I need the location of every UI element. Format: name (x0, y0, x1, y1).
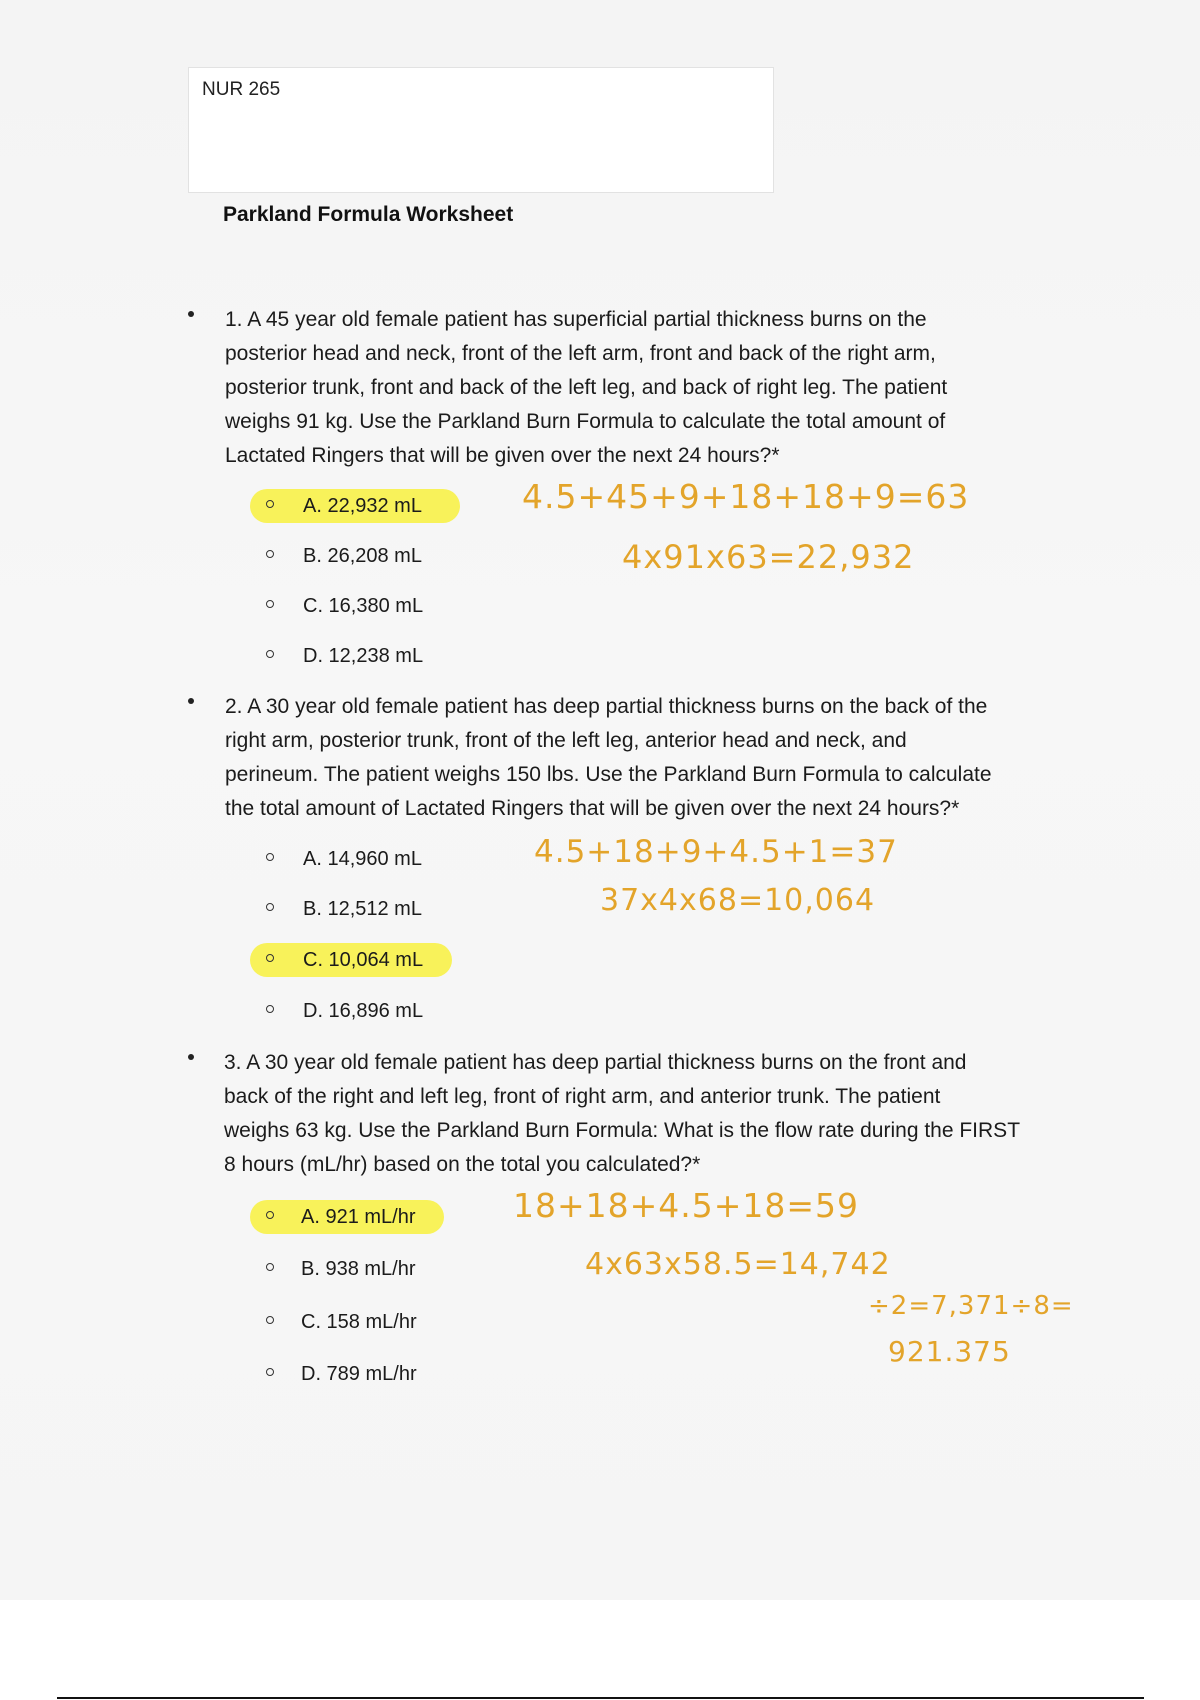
radio-circle-icon (266, 500, 274, 508)
handwritten-work: 4.5+45+9+18+18+9=63 (522, 477, 970, 516)
radio-circle-icon (266, 853, 274, 861)
handwritten-work: 921.375 (888, 1335, 1011, 1368)
option-label: B. 26,208 mL (303, 545, 422, 567)
option-q3-d[interactable] (250, 1357, 460, 1391)
question-line: 3. A 30 year old female patient has deep partial thickness burns on the front and (224, 1051, 967, 1074)
bullet-icon (188, 311, 194, 317)
question-line: right arm, posterior trunk, front of the left leg, anterior head and neck, and (225, 729, 907, 752)
question-line: back of the right and left leg, front of right arm, and anterior trunk. The patient (224, 1085, 941, 1108)
bullet-icon (188, 698, 194, 704)
page-bottom-margin (0, 1600, 1200, 1700)
question-line: weighs 63 kg. Use the Parkland Burn Formula: What is the flow rate during the FIRST (224, 1119, 1021, 1142)
radio-circle-icon (266, 650, 274, 658)
question-line: 2. A 30 year old female patient has deep partial thickness burns on the back of the (225, 695, 988, 718)
handwritten-work: 4x63x58.5=14,742 (585, 1247, 891, 1282)
question-line: posterior trunk, front and back of the left leg, and back of right leg. The patient (225, 376, 948, 399)
option-label: B. 938 mL/hr (301, 1258, 416, 1280)
question-3-text (224, 1046, 1020, 1182)
question-1-text (225, 303, 947, 473)
option-q2-a[interactable] (250, 842, 460, 876)
option-q2-c[interactable] (250, 943, 452, 977)
option-q3-c[interactable] (250, 1305, 460, 1339)
radio-circle-icon (266, 1005, 274, 1013)
handwritten-work: ÷2=7,371÷8= (868, 1291, 1074, 1321)
bullet-icon (188, 1054, 194, 1060)
question-2 (188, 690, 1088, 826)
option-label: A. 22,932 mL (303, 495, 422, 517)
question-line: posterior head and neck, front of the left arm, front and back of the right arm, (225, 342, 936, 365)
radio-circle-icon (266, 550, 274, 558)
option-label: D. 12,238 mL (303, 645, 424, 667)
option-q1-a[interactable] (250, 489, 460, 523)
course-label: NUR 265 (202, 79, 281, 100)
option-q3-a[interactable] (250, 1200, 444, 1234)
option-q2-b[interactable] (250, 892, 460, 926)
option-q1-c[interactable] (250, 589, 460, 623)
handwritten-work: 4x91x63=22,932 (622, 538, 915, 576)
question-line: Lactated Ringers that will be given over the next 24 hours?* (225, 444, 780, 467)
worksheet-title: Parkland Formula Worksheet (223, 203, 514, 226)
option-label: C. 158 mL/hr (301, 1311, 417, 1333)
option-label: D. 789 mL/hr (301, 1363, 417, 1385)
handwritten-work: 37x4x68=10,064 (600, 883, 876, 918)
question-line: 8 hours (mL/hr) based on the total you calculated?* (224, 1153, 701, 1176)
radio-circle-icon (266, 1316, 274, 1324)
option-label: C. 16,380 mL (303, 595, 424, 617)
handwritten-work: 18+18+4.5+18=59 (513, 1186, 860, 1225)
radio-circle-icon (266, 954, 274, 962)
question-line: 1. A 45 year old female patient has superficial partial thickness burns on the (225, 308, 927, 331)
header-box (188, 67, 774, 193)
radio-circle-icon (266, 1368, 274, 1376)
option-label: A. 14,960 mL (303, 848, 422, 870)
option-label: A. 921 mL/hr (301, 1206, 416, 1228)
handwritten-work: 4.5+18+9+4.5+1=37 (534, 834, 898, 870)
radio-circle-icon (266, 600, 274, 608)
radio-circle-icon (266, 903, 274, 911)
option-q3-b[interactable] (250, 1252, 460, 1286)
question-line: perineum. The patient weighs 150 lbs. Use the Parkland Burn Formula to calculate (225, 763, 992, 786)
option-label: D. 16,896 mL (303, 1000, 424, 1022)
option-q2-d[interactable] (250, 994, 460, 1028)
option-q1-d[interactable] (250, 639, 460, 673)
radio-circle-icon (266, 1263, 274, 1271)
footer-rule (57, 1697, 1144, 1699)
question-1 (188, 303, 1088, 473)
radio-circle-icon (266, 1211, 274, 1219)
question-line: weighs 91 kg. Use the Parkland Burn Formula to calculate the total amount of (225, 410, 946, 433)
question-3 (188, 1046, 1088, 1182)
question-2-text (225, 690, 992, 826)
option-q1-b[interactable] (250, 539, 460, 573)
question-line: the total amount of Lactated Ringers that will be given over the next 24 hours?* (225, 797, 960, 820)
option-label: B. 12,512 mL (303, 898, 422, 920)
option-label: C. 10,064 mL (303, 949, 424, 971)
